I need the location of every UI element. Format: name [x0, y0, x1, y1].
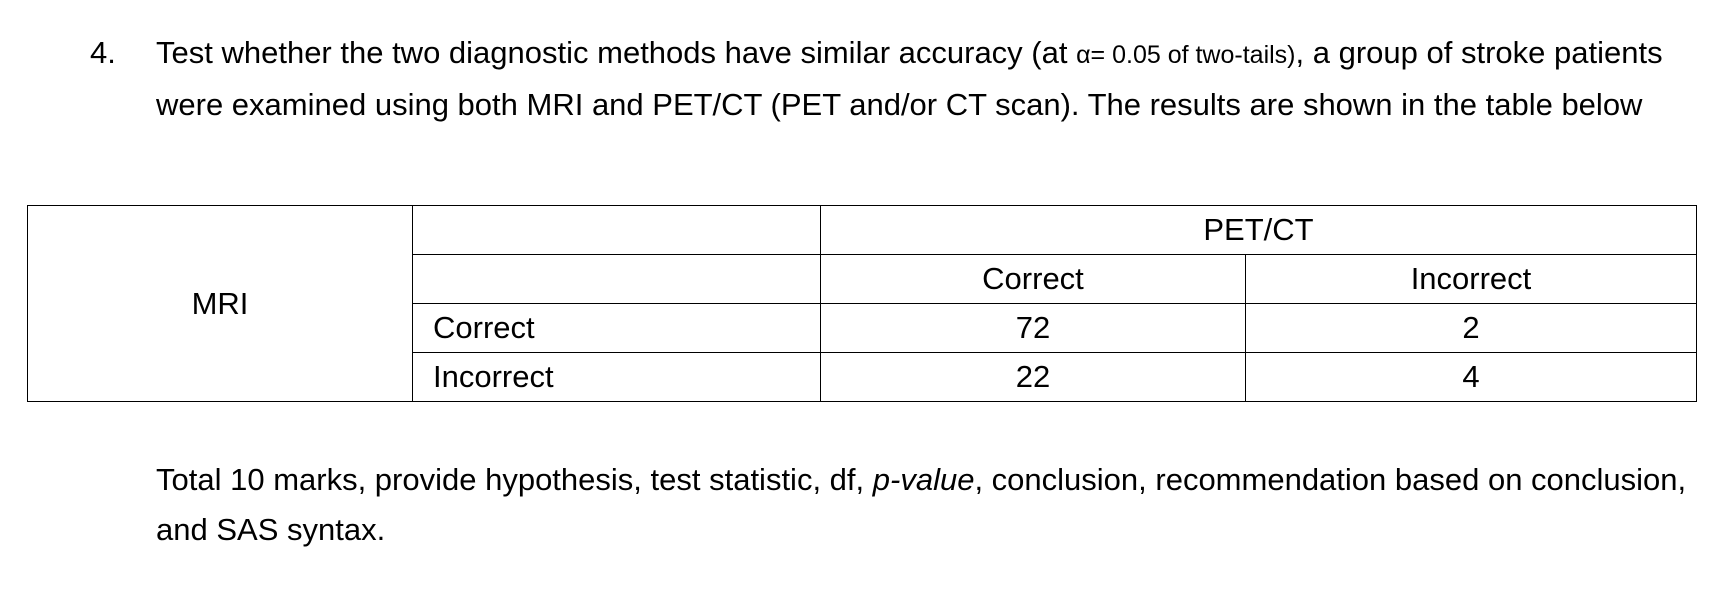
contingency-table-wrapper	[27, 205, 1697, 402]
question-text-part2: , a group of stroke patients were examined using both MRI and PET/CT (PET and/or CT scan). The results are shown in the table below	[156, 35, 1663, 122]
column-header: Incorrect	[1246, 255, 1697, 304]
empty-header-cell	[413, 255, 821, 304]
instructions-text	[156, 455, 1696, 555]
empty-header-cell	[413, 206, 821, 255]
column-header: Correct	[821, 255, 1246, 304]
instructions-italic-term: p-value	[872, 462, 975, 497]
row-group-label: MRI	[28, 206, 413, 402]
column-group-label: PET/CT	[821, 206, 1697, 255]
table-cell: 4	[1246, 353, 1697, 402]
table-row-header-group	[28, 206, 1697, 255]
row-label: Correct	[413, 304, 821, 353]
contingency-table	[27, 205, 1697, 402]
table-cell: 72	[821, 304, 1246, 353]
question-text	[156, 28, 1696, 130]
question-number: 4.	[90, 35, 116, 70]
table-cell: 22	[821, 353, 1246, 402]
question-text-part1: Test whether the two diagnostic methods have similar accuracy (at	[156, 35, 1077, 70]
row-label: Incorrect	[413, 353, 821, 402]
question-alpha-text: α= 0.05 of two-tails)	[1076, 41, 1296, 69]
instructions-part1: Total 10 marks, provide hypothesis, test statistic, df,	[156, 462, 873, 497]
instructions-part2: , conclusion, recommendation based on conclusion, and SAS syntax.	[156, 462, 1687, 547]
table-cell: 2	[1246, 304, 1697, 353]
